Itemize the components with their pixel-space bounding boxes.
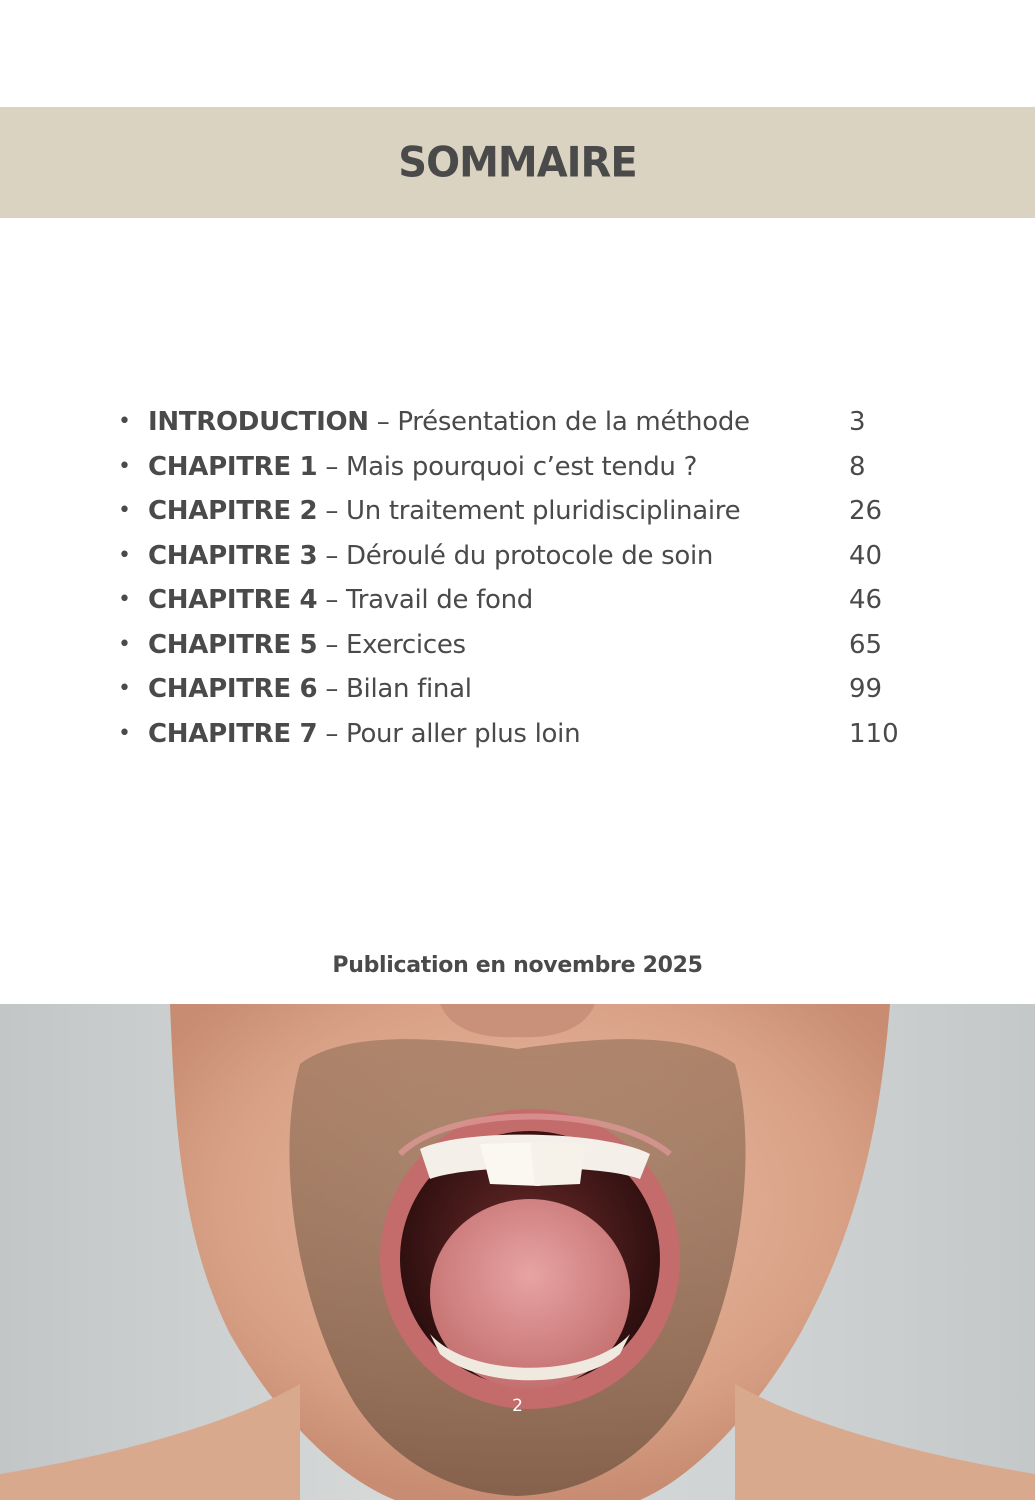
toc-item-page: 40: [849, 540, 883, 571]
toc-item-label: CHAPITRE 4: [148, 585, 318, 615]
toc-item-chapitre-5[interactable]: [118, 623, 918, 668]
toc-item-chapitre-7[interactable]: [118, 712, 918, 757]
bullet-icon: •: [118, 587, 131, 612]
toc-item-page: 65: [849, 629, 883, 660]
toc-item-description: – Présentation de la méthode: [368, 407, 750, 437]
toc-item-label: CHAPITRE 2: [148, 496, 318, 526]
toc-item-label: CHAPITRE 1: [148, 451, 318, 482]
toc-item-label: CHAPITRE 7: [148, 718, 318, 749]
toc-item-page: 99: [849, 674, 883, 704]
toc-item-description: – Mais pourquoi c’est tendu ?: [317, 451, 698, 482]
toc-item-description: – Bilan final: [317, 674, 472, 704]
bullet-icon: •: [118, 720, 131, 746]
toc-item-page: 8: [849, 451, 866, 482]
bullet-icon: •: [118, 453, 131, 479]
page-number: 2: [512, 1396, 523, 1416]
toc-item-page: 46: [849, 585, 883, 615]
publication-date: Publication en novembre 2025: [332, 953, 703, 978]
toc-item-description: – Un traitement pluridisciplinaire: [317, 496, 741, 526]
bullet-icon: •: [118, 409, 131, 434]
toc-item-chapitre-2[interactable]: [118, 489, 918, 534]
toc-item-description: – Travail de fond: [317, 585, 534, 615]
toc-item-chapitre-4[interactable]: [118, 578, 918, 623]
toc-item-label: CHAPITRE 6: [148, 674, 318, 704]
toc-item-label: INTRODUCTION: [148, 407, 369, 437]
toc-item-page: 26: [849, 496, 883, 526]
title-banner: [0, 107, 1035, 218]
toc-item-introduction[interactable]: [118, 400, 918, 445]
bullet-icon: •: [118, 676, 131, 701]
toc-item-chapitre-3[interactable]: [118, 534, 918, 579]
toc-item-page: 3: [849, 407, 866, 437]
toc-item-description: – Exercices: [317, 629, 466, 660]
toc-item-description: – Pour aller plus loin: [317, 718, 581, 749]
toc-item-description: – Déroulé du protocole de soin: [317, 540, 714, 571]
open-mouth-photo: [0, 1004, 1035, 1500]
toc-item-chapitre-1[interactable]: [118, 445, 918, 490]
table-of-contents: [118, 400, 918, 756]
bullet-icon: •: [118, 498, 131, 523]
bullet-icon: •: [118, 542, 131, 568]
toc-item-label: CHAPITRE 5: [148, 629, 318, 660]
open-mouth-photo-icon: [0, 1004, 1035, 1500]
toc-item-page: 110: [849, 718, 899, 749]
toc-item-chapitre-6[interactable]: [118, 667, 918, 712]
page-title: SOMMAIRE: [398, 138, 637, 187]
bullet-icon: •: [118, 631, 131, 657]
toc-item-label: CHAPITRE 3: [148, 540, 318, 571]
